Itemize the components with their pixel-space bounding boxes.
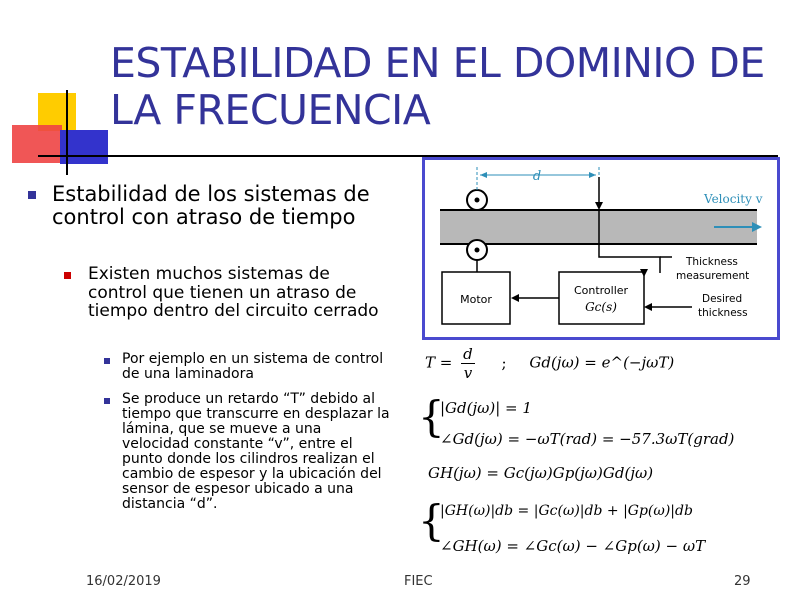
bullet-level3-marker	[104, 358, 110, 364]
decor-red-square	[12, 125, 62, 163]
velocity-label: Velocity v	[704, 192, 763, 206]
bullet-level2-marker	[64, 272, 71, 279]
rolling-mill-diagram	[422, 157, 780, 340]
equation-brace-2: {	[418, 496, 445, 545]
controller-tf: Gc(s)	[585, 300, 617, 314]
bullet-level3-item: Por ejemplo en un sistema de control de una laminadora	[122, 351, 384, 382]
equation-magnitude-delay: |Gd(jω)| = 1	[440, 399, 532, 417]
decor-vertical-line	[66, 90, 68, 175]
bullet-level3-marker	[104, 398, 110, 404]
controller-block	[559, 272, 644, 324]
thickness-measurement-label: Thickness measurement	[676, 256, 750, 282]
equation-delay: T = $\frac{d}{v}$ ; Gd(jω) = e^(−jωT)	[425, 345, 675, 382]
equation-magnitude-db: |GH(ω)|db = |Gc(ω)|db + |Gp(ω)|db	[440, 503, 693, 519]
bullet-level1-marker	[28, 191, 36, 199]
d-dimension-label: d	[532, 169, 542, 184]
page-title: ESTABILIDAD EN EL DOMINIO DE LA FRECUENCIA	[110, 39, 765, 134]
equation-brace-1: {	[418, 392, 445, 441]
controller-label: Controller	[573, 284, 629, 297]
bullet-level1: Estabilidad de los sistemas de control con atraso de tiempo	[52, 182, 370, 229]
footer-date: 16/02/2019	[86, 574, 161, 589]
equation-phase-total: ∠GH(ω) = ∠Gc(ω) − ∠Gp(ω) − ωT	[440, 537, 706, 555]
equation-phase-delay: ∠Gd(jω) = −ωT(rad) = −57.3ωT(grad)	[440, 430, 735, 448]
desired-thickness-label: Desired thickness	[698, 293, 748, 319]
equation-open-loop: GH(jω) = Gc(jω)Gp(jω)Gd(jω)	[428, 464, 654, 482]
page-number: 29	[734, 574, 751, 589]
bullet-level2: Existen muchos sistemas de control que tienen un atraso de tiempo dentro del circuito cerrado	[88, 264, 379, 321]
bullet-level3-item: Se produce un retardo “T” debido al tiempo que transcurre en desplazar la lámina, que se mueve a una velocidad constante “v”, entre el punto donde los cilindros realizan el cambio de espesor y la ubicación del sensor de espesor ubicado a una distancia “d”.	[122, 391, 390, 512]
footer-center: FIEC	[404, 574, 433, 589]
motor-label: Motor	[460, 293, 492, 306]
